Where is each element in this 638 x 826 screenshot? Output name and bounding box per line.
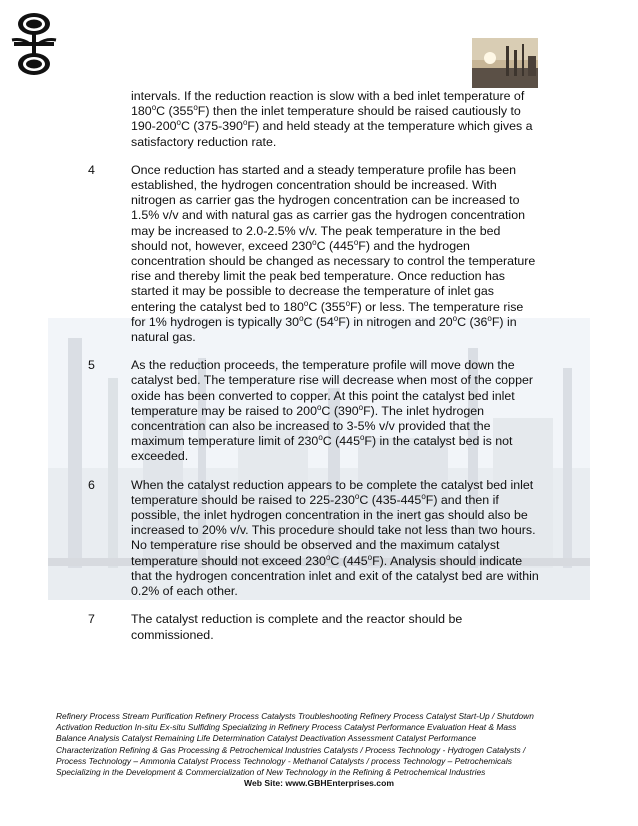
text-line: that the hydrogen concentration inlet and exit of the catalyst bed are within: [131, 568, 539, 583]
step-7-paragraph: [88, 612, 548, 642]
text-line: may be increased to 2.0-2.5% v/v. The peak temperature in the bed: [131, 223, 501, 238]
intro-paragraph: [88, 89, 548, 150]
text-line: should not, however, exceed 230$^o$C (445$^o$F) and the hydrogen: [131, 237, 470, 253]
text-line: established, the hydrogen concentration should be increased. With: [131, 178, 497, 193]
text-line: Once reduction has started and a steady temperature profile has been: [131, 162, 517, 177]
text-line: satisfactory reduction rate.: [131, 134, 277, 149]
text-line: oxide has been converted to copper. At this point the catalyst bed inlet: [131, 388, 515, 403]
text-line: started it may be possible to decrease the temperature of inlet gas: [131, 284, 494, 299]
step-6-paragraph: [88, 478, 548, 600]
footer-line: Characterization Refining & Gas Processing & Petrochemical Industries Catalysts / Process Technology - Hydrogen Catalysts /: [56, 744, 526, 755]
text-line: When the catalyst reduction appears to be complete the catalyst bed inlet: [131, 477, 534, 492]
text-line: 190-200$^o$C (375-390$^o$F) and held steady at the temperature which gives a: [131, 118, 533, 134]
text-line: 0.2% of each other.: [131, 584, 238, 599]
text-line: rise and thereby limit the peak bed temperature. Once reduction has: [131, 269, 505, 284]
text-line: 180$^o$C (355$^o$F) then the inlet temperature should be raised cautiously to: [131, 103, 521, 119]
website-link[interactable]: Web Site: www.GBHEnterprises.com: [244, 778, 394, 788]
footer-line: Process Technology – Ammonia Catalyst Process Technology - Methanol Catalysts / process Technology – Petrochemicals: [56, 755, 512, 766]
text-line: temperature should not exceed 230$^o$C (445$^o$F). Analysis should indicate: [131, 552, 523, 568]
text-line: natural gas.: [131, 330, 196, 345]
footer-line: Balance Analysis Catalyst Remaining Life Determination Catalyst Deactivation Assessment Catalyst Performance: [56, 733, 477, 744]
text-line: exceeded.: [131, 449, 189, 464]
footer-line: Refinery Process Stream Purification Refinery Process Catalysts Troubleshooting Refinery Process Catalyst Start-Up / Shutdown: [56, 711, 534, 721]
text-line: No temperature rise should be observed and the maximum catalyst: [131, 538, 500, 553]
footer-services-text: [56, 711, 556, 778]
document-body: [88, 89, 548, 656]
footer-line: Activation Reduction In-situ Ex-situ Sulfiding Specializing in Refinery Process Catalyst Performance Evaluation Heat & Mass: [56, 722, 517, 733]
text-line: concentration can also be increased to 3-5% v/v provided that the: [131, 419, 491, 434]
text-line: temperature may be raised to 200$^o$C (390$^o$F). The inlet hydrogen: [131, 402, 485, 418]
text-line: concentration should be changed as necessary to control the temperature: [131, 254, 536, 269]
text-line: for 1% hydrogen is typically 30$^o$C (54$^o$F) in nitrogen and 20$^o$C (36$^o$F) in: [131, 313, 517, 329]
step-4-paragraph: [88, 163, 548, 345]
text-line: maximum temperature limit of 230$^o$C (445$^o$F) in the catalyst bed is not: [131, 433, 513, 449]
text-line: As the reduction proceeds, the temperature profile will move down the: [131, 358, 515, 373]
text-line: entering the catalyst bed to 180$^o$C (355$^o$F) or less. The temperature rise: [131, 298, 524, 314]
text-line: increased to 20% v/v. This procedure should take not less than two hours.: [131, 523, 536, 538]
step-number: 4: [88, 162, 95, 177]
footer-line: Specializing in the Development & Commercialization of New Technology in the Refining & Petrochemical Industries: [56, 767, 486, 778]
step-number: 6: [88, 477, 95, 492]
text-line: 1.5% v/v and with natural gas as carrier gas the hydrogen concentration: [131, 208, 525, 223]
step-number: 5: [88, 358, 95, 373]
step-number: 7: [88, 612, 95, 627]
company-logo: [10, 10, 58, 78]
refinery-sunset-photo: [472, 38, 538, 88]
text-line: nitrogen as carrier gas the hydrogen concentration can be increased to: [131, 193, 520, 208]
text-line: possible, the inlet hydrogen concentration in the inert gas should also be: [131, 508, 528, 523]
text-line: catalyst bed. The temperature rise will decrease when most of the copper: [131, 373, 533, 388]
text-line: temperature should be raised to 225-230$^o$C (435-445$^o$F) and then if: [131, 491, 499, 507]
text-line: intervals. If the reduction reaction is slow with a bed inlet temperature of: [131, 89, 525, 103]
text-line: commissioned.: [131, 627, 214, 642]
text-line: The catalyst reduction is complete and the reactor should be: [131, 612, 463, 627]
step-5-paragraph: [88, 358, 548, 464]
